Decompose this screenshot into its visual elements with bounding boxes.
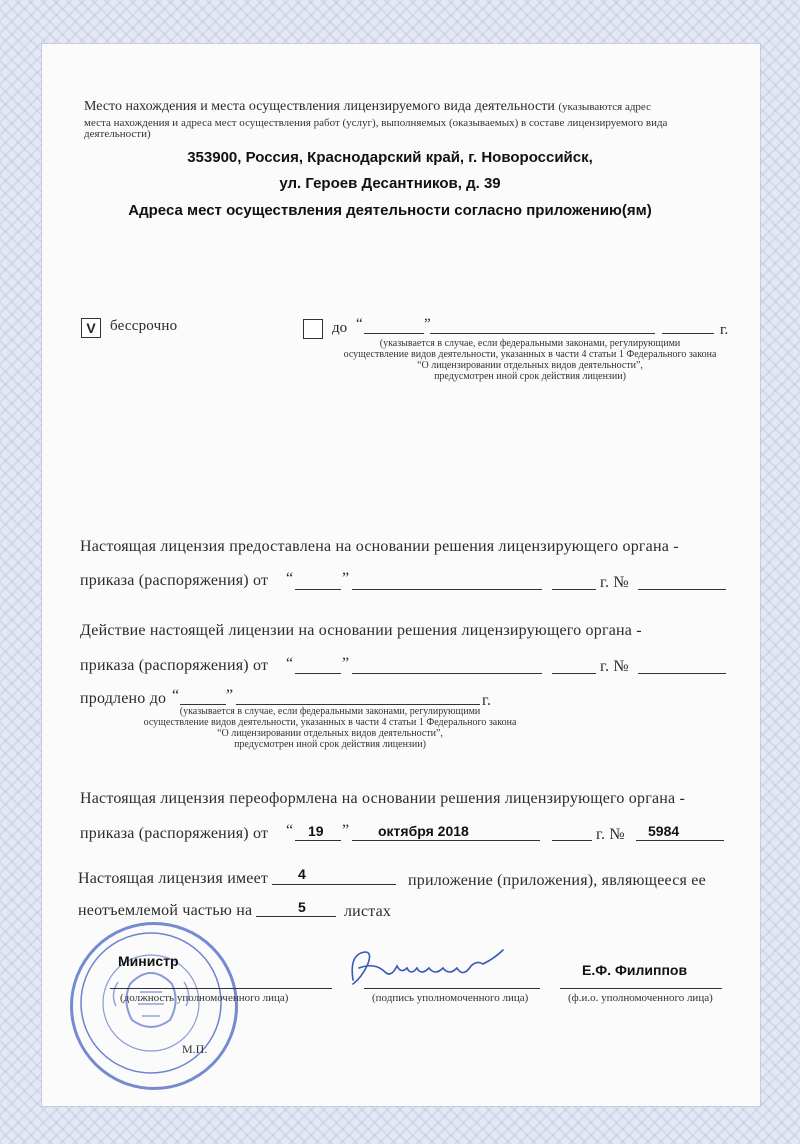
granted-day-line bbox=[295, 589, 341, 590]
term-note-line4: предусмотрен иной срок действия лицензии) bbox=[434, 371, 626, 382]
unlimited-checkbox: V bbox=[81, 318, 101, 338]
position-caption: (должность уполномоченного лица) bbox=[120, 992, 289, 1004]
position-line bbox=[110, 988, 332, 989]
extended-day-line bbox=[295, 673, 341, 674]
extended-until-year-line bbox=[236, 704, 480, 705]
extended-order-label: приказа (распоряжения) от bbox=[80, 657, 269, 674]
until-label: до bbox=[332, 320, 348, 336]
signature-caption: (подпись уполномоченного лица) bbox=[372, 992, 529, 1004]
extended-year-line bbox=[552, 673, 596, 674]
extended-note-line4: предусмотрен иной срок действия лицензии) bbox=[234, 739, 426, 750]
signature-line bbox=[364, 988, 540, 989]
location-heading-block bbox=[84, 99, 744, 114]
reissued-order-label: приказа (распоряжения) от bbox=[80, 825, 269, 842]
reissued-quote-open: “ bbox=[286, 822, 294, 839]
term-note bbox=[330, 338, 730, 382]
signature-icon bbox=[345, 944, 515, 994]
sheets-count-line bbox=[256, 916, 336, 917]
until-checkbox bbox=[303, 319, 323, 339]
seal-label: М.П. bbox=[182, 1042, 208, 1056]
term-note-line3: “О лицензировании отдельных видов деятельности”, bbox=[417, 360, 643, 371]
reissued-month-line bbox=[352, 840, 540, 841]
extended-month-line bbox=[352, 673, 542, 674]
location-note-line3: деятельности) bbox=[84, 128, 151, 140]
position-value: Министр bbox=[118, 953, 179, 969]
extended-quote-close: ” bbox=[342, 655, 350, 672]
extended-note-line2: осуществление видов деятельности, указанных в части 4 статьи 1 Федерального закона bbox=[143, 717, 517, 728]
sheets-count: 5 bbox=[298, 899, 306, 915]
until-year-line bbox=[662, 333, 714, 334]
reissued-year-no: г. № bbox=[596, 826, 625, 843]
extended-quote-open: “ bbox=[286, 655, 294, 672]
until-quote-open: “ bbox=[356, 316, 363, 332]
term-note-line1: (указывается в случае, если федеральными законами, регулирующими bbox=[379, 338, 681, 349]
granted-number-line bbox=[638, 589, 726, 590]
extended-note-line3: “О лицензировании отдельных видов деятельности”, bbox=[217, 728, 443, 739]
reissued-day: 19 bbox=[308, 823, 324, 839]
attachments-label-start: Настоящая лицензия имеет bbox=[78, 870, 269, 887]
extended-number-line bbox=[638, 673, 726, 674]
extended-note bbox=[130, 706, 530, 750]
extended-line1: Действие настоящей лицензии на основании решения лицензирующего органа - bbox=[80, 622, 642, 639]
granted-year-no: г. № bbox=[600, 574, 629, 591]
reissued-number-line bbox=[636, 840, 724, 841]
name-caption: (ф.и.о. уполномоченного лица) bbox=[568, 992, 713, 1004]
attachments-count-line bbox=[272, 884, 396, 885]
extended-until-quote-close: ” bbox=[226, 687, 234, 704]
granted-order-label: приказа (распоряжения) от bbox=[80, 572, 269, 589]
name-line bbox=[560, 988, 722, 989]
until-month-line bbox=[430, 333, 655, 334]
signer-name: Е.Ф. Филиппов bbox=[582, 962, 688, 978]
granted-quote-close: ” bbox=[342, 570, 350, 587]
attachments-label-end: приложение (приложения), являющееся ее bbox=[408, 872, 706, 889]
location-heading: Место нахождения и места осуществления лицензируемого вида деятельности bbox=[84, 99, 555, 114]
term-note-line2: осуществление видов деятельности, указанных в части 4 статьи 1 Федерального закона bbox=[343, 349, 717, 360]
unlimited-label: бессрочно bbox=[110, 318, 178, 334]
address-line-3: Адреса мест осуществления деятельности согласно приложению(ям) bbox=[128, 202, 652, 219]
reissued-number: 5984 bbox=[648, 823, 680, 839]
granted-quote-open: “ bbox=[286, 570, 294, 587]
reissued-line1: Настоящая лицензия переоформлена на основании решения лицензирующего органа - bbox=[80, 790, 686, 807]
extended-year-no: г. № bbox=[600, 658, 629, 675]
until-year-suffix: г. bbox=[720, 322, 729, 338]
until-quote-close: ” bbox=[424, 316, 431, 332]
reissued-month-year: октября 2018 bbox=[378, 823, 469, 839]
extended-until-day-line bbox=[180, 704, 226, 705]
sheets-label-start: неотъемлемой частью на bbox=[78, 902, 253, 919]
address-line-1: 353900, Россия, Краснодарский край, г. Новороссийск, bbox=[187, 149, 593, 166]
reissued-day-line bbox=[295, 840, 341, 841]
location-note-line2: места нахождения и адреса мест осуществления работ (услуг), выполняемых (оказываемых) в составе лицензируемого вида bbox=[84, 117, 668, 129]
granted-line1: Настоящая лицензия предоставлена на основании решения лицензирующего органа - bbox=[80, 538, 679, 555]
reissued-year-line bbox=[552, 840, 592, 841]
until-day-line bbox=[364, 333, 424, 334]
granted-year-line bbox=[552, 589, 596, 590]
extended-until-year-suffix: г. bbox=[482, 692, 492, 709]
extended-note-line1: (указывается в случае, если федеральными законами, регулирующими bbox=[179, 706, 481, 717]
reissued-quote-close: ” bbox=[342, 822, 350, 839]
extended-until-quote-open: “ bbox=[172, 687, 180, 704]
granted-month-line bbox=[352, 589, 542, 590]
attachments-count: 4 bbox=[298, 866, 306, 882]
location-note-inline: (указываются адрес bbox=[558, 101, 651, 113]
sheets-label-end: листах bbox=[344, 903, 392, 920]
official-seal bbox=[70, 922, 238, 1090]
address-line-2: ул. Героев Десантников, д. 39 bbox=[279, 175, 501, 192]
extended-until-label: продлено до bbox=[80, 690, 167, 707]
